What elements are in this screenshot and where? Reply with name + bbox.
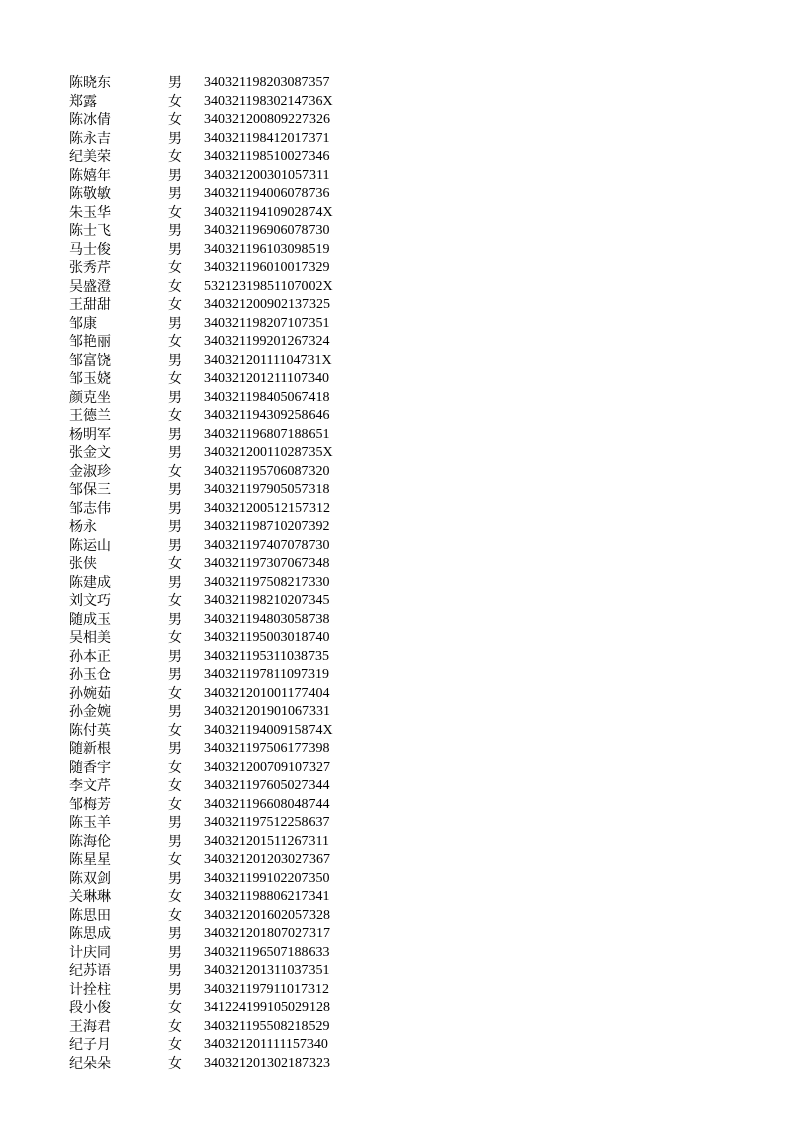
list-row [69,537,369,556]
person-gender: 男 [168,870,182,887]
person-id-number: 340321197911017312 [204,981,329,997]
person-id-number: 53212319851107002X [204,278,333,294]
person-id-number: 340321196807188651 [204,426,330,442]
list-row [69,925,369,944]
person-gender: 女 [168,278,182,295]
person-id-number: 340321196608048744 [204,796,330,812]
person-id-number: 340321194309258646 [204,408,330,423]
person-id-number: 340321197905057318 [204,482,330,497]
person-name: 刘文巧 [69,593,111,609]
person-gender: 女 [168,556,182,572]
person-name: 王德兰 [69,408,111,424]
person-name: 陈运山 [69,537,111,554]
list-row [69,944,369,963]
person-name: 陈敬敏 [69,186,111,202]
person-gender: 男 [168,167,182,184]
list-row [69,185,369,204]
person-id-number: 340321198203087357 [204,75,330,90]
person-name: 陈冰倩 [69,112,111,128]
person-name: 王甜甜 [69,297,111,313]
person-gender: 女 [168,907,182,924]
person-gender: 女 [168,796,182,813]
person-id-number: 340321201302187323 [204,1055,330,1071]
person-name: 陈士飞 [69,223,111,239]
person-id-number: 340321200709107327 [204,759,330,775]
person-name: 关琳琳 [69,889,111,905]
person-name: 纪美荣 [69,149,111,165]
list-row [69,444,369,463]
person-id-number: 340321194006078736 [204,186,330,201]
person-id-number: 340321201602057328 [204,907,330,923]
person-gender: 女 [168,334,182,350]
person-id-number: 340321197508217330 [204,574,330,590]
list-row [69,130,369,149]
list-row [69,870,369,889]
person-gender: 男 [168,944,182,961]
person-gender: 女 [168,260,182,276]
person-gender: 男 [168,223,182,239]
person-gender: 男 [168,241,182,258]
person-name: 陈玉羊 [69,815,111,831]
list-row [69,389,369,408]
list-row [69,148,369,167]
person-gender: 男 [168,426,182,443]
person-name: 陈思田 [69,907,111,924]
list-row [69,352,369,371]
list-row [69,204,369,223]
person-id-number: 340321201901067331 [204,704,330,719]
person-gender: 男 [168,519,182,535]
person-id-number: 340321196010017329 [204,260,330,275]
person-gender: 女 [168,93,182,110]
person-id-number: 340321196507188633 [204,944,330,960]
person-gender: 男 [168,667,182,683]
person-id-number: 340321198207107351 [204,315,330,331]
person-name: 孙本正 [69,648,111,665]
person-name: 孙婉茹 [69,685,111,702]
person-gender: 女 [168,1000,182,1016]
person-gender: 男 [168,926,182,942]
person-gender: 女 [168,1018,182,1035]
list-row [69,592,369,611]
person-gender: 女 [168,463,182,480]
person-id-number: 340321198412017371 [204,130,330,146]
list-row [69,666,369,685]
person-name: 纪朵朵 [69,1055,111,1072]
person-id-number: 340321200301057311 [204,167,330,183]
list-row [69,500,369,519]
person-id-number: 340321198210207345 [204,593,330,608]
person-id-number: 340321199201267324 [204,334,330,349]
list-row [69,74,369,93]
list-row [69,259,369,278]
person-id-number: 341224199105029128 [204,1000,330,1015]
person-name: 郑露 [69,93,97,110]
list-row [69,167,369,186]
person-id-number: 340321201311037351 [204,963,330,978]
list-row [69,241,369,260]
list-row [69,574,369,593]
list-row [69,888,369,907]
person-id-number: 340321198710207392 [204,519,330,534]
person-id-number: 340321197512258637 [204,815,330,830]
person-gender: 男 [168,130,182,147]
person-name: 随成玉 [69,611,111,628]
person-gender: 女 [168,685,182,702]
person-gender: 男 [168,815,182,831]
list-row [69,814,369,833]
person-name: 朱玉华 [69,204,111,221]
person-list [69,74,369,1073]
person-id-number: 340321201211107340 [204,371,329,386]
person-name: 邹康 [69,315,97,332]
list-row [69,555,369,574]
list-row [69,722,369,741]
list-row [69,777,369,796]
person-id-number: 340321195508218529 [204,1018,330,1034]
list-row [69,796,369,815]
person-name: 计庆同 [69,944,111,961]
list-row [69,962,369,981]
person-id-number: 34032120111104731X [204,352,332,368]
list-row [69,315,369,334]
person-name: 邹富饶 [69,352,111,369]
person-gender: 女 [168,852,182,868]
list-row [69,278,369,297]
person-name: 随香宇 [69,759,111,776]
person-name: 马士俊 [69,241,111,258]
person-id-number: 340321201111157340 [204,1037,328,1052]
list-row [69,648,369,667]
person-gender: 男 [168,611,182,628]
list-row [69,463,369,482]
person-gender: 男 [168,981,182,998]
person-gender: 女 [168,149,182,165]
person-id-number: 340321198806217341 [204,889,330,904]
person-name: 邹保三 [69,482,111,498]
person-gender: 女 [168,722,182,739]
person-gender: 女 [168,112,182,128]
person-id-number: 340321195311038735 [204,648,329,664]
list-row [69,1036,369,1055]
person-gender: 女 [168,593,182,609]
person-id-number: 34032119830214736X [204,93,333,109]
person-id-number: 340321201203027367 [204,852,330,867]
person-gender: 男 [168,833,182,850]
person-name: 张侠 [69,556,97,572]
person-name: 陈晓东 [69,75,111,91]
list-row [69,907,369,926]
person-gender: 男 [168,537,182,554]
list-row [69,222,369,241]
person-gender: 女 [168,408,182,424]
person-id-number: 340321196103098519 [204,241,330,257]
list-row [69,481,369,500]
person-gender: 男 [168,741,182,757]
list-row [69,111,369,130]
person-name: 颜克坐 [69,389,111,406]
person-id-number: 340321198405067418 [204,389,330,405]
person-name: 计拴柱 [69,981,111,998]
list-row [69,426,369,445]
person-gender: 女 [168,371,182,387]
person-gender: 男 [168,186,182,202]
person-gender: 男 [168,315,182,332]
list-row [69,518,369,537]
person-name: 陈嬉年 [69,167,111,184]
person-name: 邹梅芳 [69,796,111,813]
person-name: 王海君 [69,1018,111,1035]
person-id-number: 34032119400915874X [204,722,333,738]
list-row [69,851,369,870]
person-id-number: 340321201807027317 [204,926,330,941]
list-row [69,740,369,759]
list-row [69,407,369,426]
person-id-number: 340321201001177404 [204,685,330,701]
person-id-number: 340321195706087320 [204,463,330,479]
list-row [69,629,369,648]
person-gender: 男 [168,648,182,665]
person-name: 邹志伟 [69,500,111,517]
person-gender: 男 [168,389,182,406]
person-name: 吴相美 [69,630,111,646]
person-gender: 男 [168,75,182,91]
person-id-number: 34032119410902874X [204,204,333,220]
list-row [69,1018,369,1037]
person-name: 邹玉娆 [69,371,111,387]
person-name: 段小俊 [69,1000,111,1016]
person-name: 杨明军 [69,426,111,443]
list-row [69,759,369,778]
person-id-number: 340321201511267311 [204,833,329,849]
person-id-number: 340321200902137325 [204,297,330,312]
person-gender: 男 [168,482,182,498]
person-name: 纪子月 [69,1037,111,1053]
person-gender: 女 [168,1055,182,1072]
list-row [69,999,369,1018]
person-gender: 女 [168,778,182,794]
person-id-number: 340321199102207350 [204,870,330,886]
person-id-number: 340321194803058738 [204,611,330,627]
person-name: 李文芹 [69,778,111,794]
person-id-number: 340321200512157312 [204,500,330,516]
person-name: 孙玉仓 [69,667,111,683]
person-name: 陈思成 [69,926,111,942]
person-gender: 男 [168,704,182,720]
person-id-number: 340321197811097319 [204,667,329,682]
person-gender: 女 [168,889,182,905]
person-gender: 女 [168,630,182,646]
person-gender: 女 [168,759,182,776]
list-row [69,296,369,315]
list-row [69,611,369,630]
list-row [69,370,369,389]
person-gender: 男 [168,963,182,979]
person-name: 杨永 [69,519,97,535]
list-row [69,93,369,112]
list-row [69,981,369,1000]
person-name: 孙金婉 [69,704,111,720]
person-name: 陈付英 [69,722,111,739]
person-gender: 女 [168,1037,182,1053]
person-name: 陈星星 [69,852,111,868]
person-name: 纪苏语 [69,963,111,979]
person-id-number: 340321197407078730 [204,537,330,553]
person-name: 邹艳丽 [69,334,111,350]
person-id-number: 340321197506177398 [204,741,330,756]
person-name: 张金文 [69,445,111,461]
list-row [69,1055,369,1074]
list-row [69,703,369,722]
person-id-number: 340321197307067348 [204,556,330,571]
person-name: 吴盛澄 [69,278,111,295]
person-name: 陈永吉 [69,130,111,147]
person-id-number: 34032120011028735X [204,445,333,460]
person-name: 张秀芹 [69,260,111,276]
list-row [69,833,369,852]
person-name: 金淑珍 [69,463,111,480]
person-id-number: 340321198510027346 [204,149,330,164]
person-name: 陈建成 [69,574,111,591]
person-name: 陈海伦 [69,833,111,850]
person-gender: 男 [168,352,182,369]
person-id-number: 340321196906078730 [204,223,330,238]
list-row [69,685,369,704]
person-gender: 男 [168,445,182,461]
person-name: 随新根 [69,741,111,757]
person-name: 陈双剑 [69,870,111,887]
person-gender: 女 [168,204,182,221]
person-gender: 女 [168,297,182,313]
person-gender: 男 [168,574,182,591]
person-id-number: 340321197605027344 [204,778,330,793]
person-gender: 男 [168,500,182,517]
list-row [69,333,369,352]
person-id-number: 340321200809227326 [204,112,330,127]
person-id-number: 340321195003018740 [204,630,330,645]
